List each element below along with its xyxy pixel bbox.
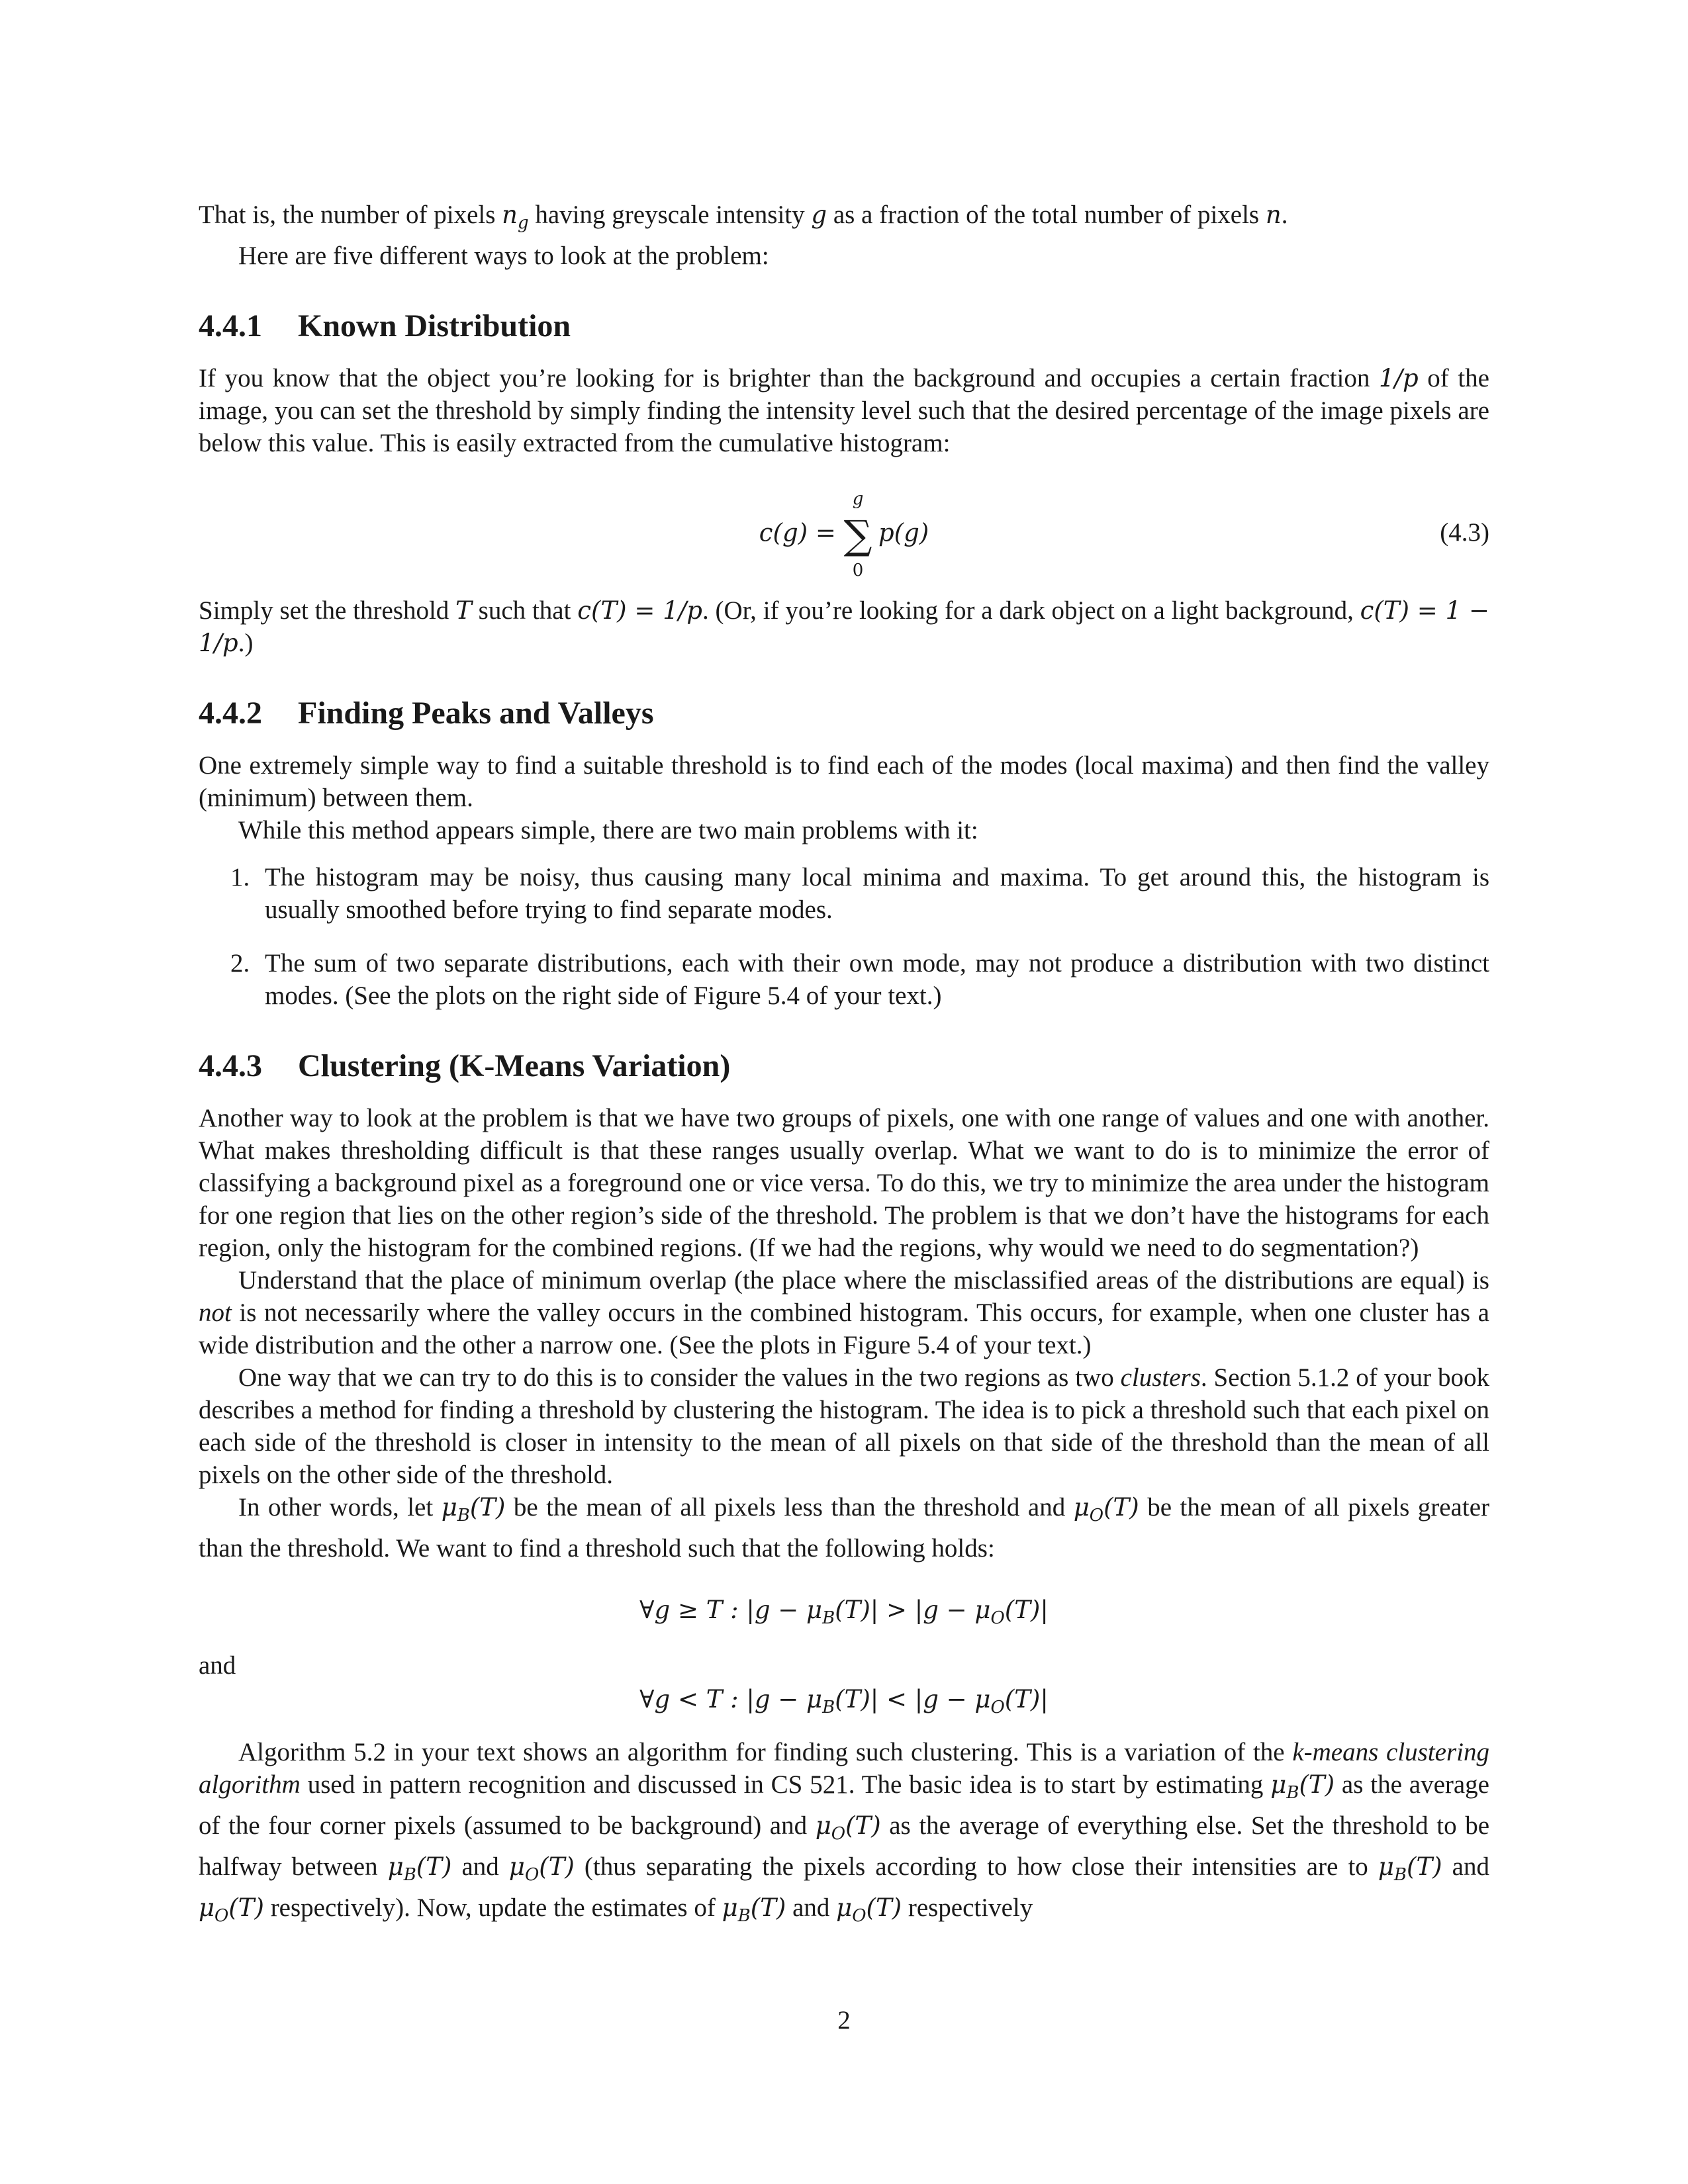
condition-equation-2: ∀g < T : $|g - \mu_B(T)| < |g - \mu_O(T)|$ xyxy=(639,1685,1049,1717)
problems-list xyxy=(199,861,1489,1012)
section1-after-paragraph: Simply set the threshold T such that c(T) = 1/p. (Or, if you’re looking for a dark object on a light background, c(T) = 1 − 1/p.) xyxy=(199,596,1489,657)
intro-line-2: Here are five different ways to look at the problem: xyxy=(238,242,769,270)
section3-paragraph-1: Another way to look at the problem is that we have two groups of pixels, one with one range of values and one with another. What makes thresholding difficult is that these ranges usually overlap. What we want to do is to minimize the error of classifying a background pixel as a foreground one or vice versa. To do this, we try to minimize the area under the histogram for one region that lies on the other region’s side of the threshold. The problem is that we don’t have the histograms for each region, only the histogram for the combined regions. (If we had the regions, why would we need to do segmentation?) xyxy=(199,1104,1489,1262)
intro-line-1: That is, the number of pixels $n_g$ having greyscale intensity g as a fraction of the total number of pixels n. xyxy=(199,201,1288,233)
section-heading-clustering: 4.4.3 Clustering (K-Means Variation) xyxy=(199,1048,731,1083)
section-heading-known-distribution: 4.4.1 Known Distribution xyxy=(199,308,571,343)
and-label: and xyxy=(199,1651,236,1680)
section2-paragraph-1: One extremely simple way to find a suitable threshold is to find each of the modes (local maxima) and then find the valley (minimum) between them. xyxy=(199,751,1489,812)
list-item: 1. The histogram may be noisy, thus causing many local minima and maxima. To get around this, the histogram is usually smoothed before trying to find separate modes. xyxy=(230,863,1489,924)
section3-paragraph-3: One way that we can try to do this is to consider the values in the two regions as two clusters. Section 5.1.2 of your book describes a method for finding a threshold by clustering the histogram. The idea is to pick a threshold such that each pixel on each side of the threshold is closer in intensity to the mean of all pixels on that side of the threshold than the mean of all pixels on the other side of the threshold. xyxy=(199,1363,1489,1489)
condition-equation-1: ∀g ≥ T : $|g - \mu_B(T)| > |g - \mu_O(T)|$ xyxy=(639,1596,1049,1628)
section1-paragraph: If you know that the object you’re looking for is brighter than the background and occupies a certain fraction 1/p of the image, you can set the threshold by simply finding the intensity level such that the desired percentage of the image pixels are below this value. This is easily extracted from the cumulative histogram: xyxy=(199,364,1489,457)
section-heading-peaks-valleys: 4.4.2 Finding Peaks and Valleys xyxy=(199,696,654,731)
section3-paragraph-5: Algorithm 5.2 in your text shows an algorithm for finding such clustering. This is a variation of the k-means clustering algorithm used in pattern recognition and discussed in CS 521. The basic idea is to start by estimating $\mu_B(T)$ as the average of the four corner pixels (assumed to be background) and $\mu_O(T)$ as the average of everything else. Set the threshold to be halfway between $\mu_B(T)$ and $\mu_O(T)$ (thus separating the pixels according to how close their intensities are to $\mu_B(T)$ and $\mu_O(T)$ respectively). Now, update the estimates of $\mu_B(T)$ and $\mu_O(T)$ respectively xyxy=(199,1738,1490,1926)
equation-4-3: c(g) = g ∑ 0 p(g) (4.3) xyxy=(759,489,1489,580)
section3-paragraph-4: In other words, let $\mu_B(T)$ be the mean of all pixels less than the threshold and $\mu_O(T)$ be the mean of all pixels greater than the threshold. We want to find a threshold such that the following holds: xyxy=(199,1493,1489,1563)
summation-symbol: g ∑ 0 xyxy=(843,489,872,580)
section2-paragraph-2: While this method appears simple, there are two main problems with it: xyxy=(238,816,978,844)
page-number: 2 xyxy=(837,2006,851,2034)
section3-paragraph-2: Understand that the place of minimum overlap (the place where the misclassified areas of the distributions are equal) is not is not necessarily where the valley occurs in the combined histogram. This occurs, for example, when one cluster has a wide distribution and the other a narrow one. (See the plots in Figure 5.4 of your text.) xyxy=(199,1266,1489,1359)
document-page xyxy=(199,199,1489,1933)
list-item: 2. The sum of two separate distributions, each with their own mode, may not produce a distribution with two distinct modes. (See the plots on the right side of Figure 5.4 of your text.) xyxy=(230,949,1489,1010)
equation-number: (4.3) xyxy=(1440,518,1489,547)
